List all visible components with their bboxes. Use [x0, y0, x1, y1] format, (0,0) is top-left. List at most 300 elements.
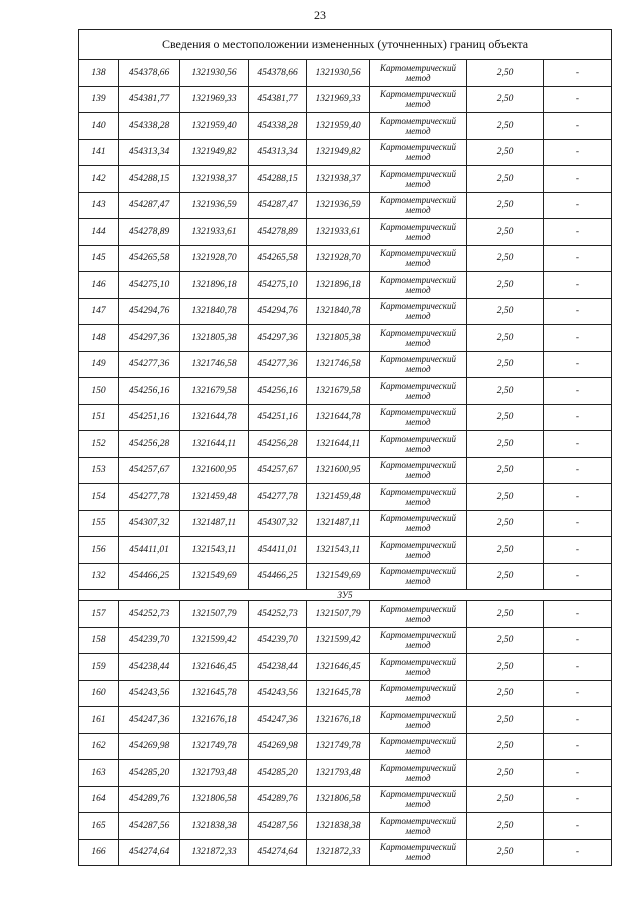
table-row [79, 298, 612, 325]
cell-y2: 1321930,56 [307, 60, 370, 87]
method-line-1: Картометрический [379, 815, 456, 826]
cell-accuracy: 2,50 [467, 733, 544, 760]
cell-x1: 454275,10 [119, 272, 180, 299]
cell-accuracy: 2,50 [467, 431, 544, 458]
cell-note: - [544, 680, 612, 707]
cell-x2: 454411,01 [249, 537, 307, 564]
cell-x1: 454411,01 [119, 537, 180, 564]
cell-y2: 1321806,58 [307, 786, 370, 813]
cell-x2: 454277,78 [249, 484, 307, 511]
cell-point: 156 [79, 537, 119, 564]
cell-method [370, 680, 467, 707]
cell-y1: 1321679,58 [180, 378, 249, 405]
cell-note: - [544, 654, 612, 681]
cell-note: - [544, 839, 612, 866]
cell-x2: 454307,32 [249, 510, 307, 537]
cell-note: - [544, 272, 612, 299]
cell-accuracy: 2,50 [467, 113, 544, 140]
cell-point: 166 [79, 839, 119, 866]
method-line-1: Картометрический [379, 327, 456, 338]
cell-method [370, 457, 467, 484]
cell-note: - [544, 484, 612, 511]
method-line-1: Картометрический [379, 566, 456, 577]
cell-x2: 454239,70 [249, 627, 307, 654]
table-row [79, 139, 612, 166]
cell-x2: 454256,16 [249, 378, 307, 405]
table-row [79, 707, 612, 734]
method-line-1: Картометрический [379, 656, 456, 667]
method-line-2: метод [405, 746, 431, 757]
cell-x1: 454338,28 [119, 113, 180, 140]
method-line-2: метод [405, 178, 431, 189]
method-line-2: метод [405, 496, 431, 507]
table-row [79, 786, 612, 813]
cell-accuracy: 2,50 [467, 139, 544, 166]
method-line-1: Картометрический [379, 513, 456, 524]
cell-y1: 1321644,78 [180, 404, 249, 431]
cell-y1: 1321543,11 [180, 537, 249, 564]
cell-point: 159 [79, 654, 119, 681]
method-line-1: Картометрический [379, 736, 456, 747]
cell-x1: 454247,36 [119, 707, 180, 734]
table-row [79, 627, 612, 654]
cell-y2: 1321549,69 [307, 563, 370, 590]
table-row [79, 601, 612, 628]
cell-method [370, 113, 467, 140]
cell-note: - [544, 378, 612, 405]
method-line-2: метод [405, 417, 431, 428]
method-line-1: Картометрический [379, 301, 456, 312]
cell-accuracy: 2,50 [467, 298, 544, 325]
table-row [79, 272, 612, 299]
cell-method [370, 325, 467, 352]
method-line-1: Картометрический [379, 354, 456, 365]
cell-point: 162 [79, 733, 119, 760]
method-line-2: метод [405, 640, 431, 651]
cell-x1: 454256,28 [119, 431, 180, 458]
cell-y2: 1321676,18 [307, 707, 370, 734]
cell-x1: 454287,47 [119, 192, 180, 219]
cell-x2: 454297,36 [249, 325, 307, 352]
cell-y2: 1321459,48 [307, 484, 370, 511]
cell-y2: 1321936,59 [307, 192, 370, 219]
table-row [79, 457, 612, 484]
cell-y2: 1321599,42 [307, 627, 370, 654]
cell-point: 144 [79, 219, 119, 246]
cell-x1: 454239,70 [119, 627, 180, 654]
cell-point: 140 [79, 113, 119, 140]
method-line-1: Картометрический [379, 380, 456, 391]
cell-y2: 1321896,18 [307, 272, 370, 299]
cell-y1: 1321549,69 [180, 563, 249, 590]
cell-method [370, 563, 467, 590]
cell-accuracy: 2,50 [467, 563, 544, 590]
cell-y1: 1321928,70 [180, 245, 249, 272]
cell-method [370, 192, 467, 219]
table-row [79, 654, 612, 681]
method-line-2: метод [405, 99, 431, 110]
cell-accuracy: 2,50 [467, 760, 544, 787]
method-line-1: Картометрический [379, 221, 456, 232]
method-line-1: Картометрический [379, 248, 456, 259]
cell-method [370, 733, 467, 760]
cell-x2: 454288,15 [249, 166, 307, 193]
method-line-1: Картометрический [379, 142, 456, 153]
cell-y2: 1321644,78 [307, 404, 370, 431]
method-line-2: метод [405, 666, 431, 677]
cell-x2: 454381,77 [249, 86, 307, 113]
cell-note: - [544, 86, 612, 113]
cell-note: - [544, 219, 612, 246]
method-line-1: Картометрический [379, 762, 456, 773]
cell-x2: 454251,16 [249, 404, 307, 431]
table-row [79, 60, 612, 87]
method-line-1: Картометрический [379, 842, 456, 853]
cell-y2: 1321933,61 [307, 219, 370, 246]
cell-method [370, 272, 467, 299]
cell-point: 146 [79, 272, 119, 299]
cell-point: 161 [79, 707, 119, 734]
cell-method [370, 60, 467, 87]
table-row [79, 351, 612, 378]
cell-x1: 454313,34 [119, 139, 180, 166]
cell-x2: 454243,56 [249, 680, 307, 707]
table-row [79, 813, 612, 840]
cell-note: - [544, 139, 612, 166]
method-line-2: метод [405, 311, 431, 322]
method-line-2: метод [405, 470, 431, 481]
cell-x2: 454278,89 [249, 219, 307, 246]
table-row [79, 484, 612, 511]
cell-note: - [544, 733, 612, 760]
method-line-1: Картометрический [379, 89, 456, 100]
cell-method [370, 245, 467, 272]
method-line-1: Картометрический [379, 274, 456, 285]
method-line-1: Картометрический [379, 195, 456, 206]
cell-y2: 1321838,38 [307, 813, 370, 840]
cell-x1: 454287,56 [119, 813, 180, 840]
cell-accuracy: 2,50 [467, 510, 544, 537]
cell-point: 150 [79, 378, 119, 405]
cell-x1: 454277,36 [119, 351, 180, 378]
cell-point: 163 [79, 760, 119, 787]
cell-note: - [544, 563, 612, 590]
cell-y2: 1321645,78 [307, 680, 370, 707]
cell-note: - [544, 601, 612, 628]
cell-y1: 1321933,61 [180, 219, 249, 246]
cell-y2: 1321487,11 [307, 510, 370, 537]
cell-y2: 1321805,38 [307, 325, 370, 352]
cell-point: 152 [79, 431, 119, 458]
cell-accuracy: 2,50 [467, 272, 544, 299]
cell-y1: 1321676,18 [180, 707, 249, 734]
cell-y1: 1321644,11 [180, 431, 249, 458]
cell-method [370, 351, 467, 378]
table-row [79, 431, 612, 458]
cell-y2: 1321928,70 [307, 245, 370, 272]
cell-y2: 1321746,58 [307, 351, 370, 378]
cell-note: - [544, 60, 612, 87]
cell-point: 149 [79, 351, 119, 378]
cell-point: 139 [79, 86, 119, 113]
table-body [79, 30, 612, 866]
cell-y2: 1321600,95 [307, 457, 370, 484]
cell-x1: 454256,16 [119, 378, 180, 405]
cell-method [370, 86, 467, 113]
method-line-2: метод [405, 772, 431, 783]
cell-method [370, 404, 467, 431]
table-row [79, 325, 612, 352]
cell-y1: 1321838,38 [180, 813, 249, 840]
cell-note: - [544, 404, 612, 431]
method-line-1: Картометрический [379, 168, 456, 179]
cell-y2: 1321749,78 [307, 733, 370, 760]
cell-x1: 454274,64 [119, 839, 180, 866]
cell-note: - [544, 298, 612, 325]
cell-x1: 454257,67 [119, 457, 180, 484]
section-label: ЗУ5 [79, 590, 612, 601]
cell-point: 141 [79, 139, 119, 166]
cell-x2: 454275,10 [249, 272, 307, 299]
cell-method [370, 760, 467, 787]
cell-accuracy: 2,50 [467, 351, 544, 378]
cell-x1: 454378,66 [119, 60, 180, 87]
method-line-2: метод [405, 719, 431, 730]
cell-y1: 1321805,38 [180, 325, 249, 352]
cell-method [370, 298, 467, 325]
cell-method [370, 601, 467, 628]
cell-point: 132 [79, 563, 119, 590]
cell-point: 147 [79, 298, 119, 325]
cell-y1: 1321793,48 [180, 760, 249, 787]
cell-x2: 454338,28 [249, 113, 307, 140]
method-line-2: метод [405, 125, 431, 136]
cell-x1: 454297,36 [119, 325, 180, 352]
cell-accuracy: 2,50 [467, 245, 544, 272]
cell-x1: 454278,89 [119, 219, 180, 246]
cell-x1: 454269,98 [119, 733, 180, 760]
cell-point: 142 [79, 166, 119, 193]
cell-y1: 1321459,48 [180, 484, 249, 511]
cell-note: - [544, 813, 612, 840]
cell-accuracy: 2,50 [467, 219, 544, 246]
cell-note: - [544, 537, 612, 564]
table-row [79, 537, 612, 564]
method-line-2: метод [405, 852, 431, 863]
cell-x1: 454238,44 [119, 654, 180, 681]
method-line-2: метод [405, 205, 431, 216]
cell-y2: 1321543,11 [307, 537, 370, 564]
cell-y2: 1321646,45 [307, 654, 370, 681]
cell-method [370, 654, 467, 681]
cell-accuracy: 2,50 [467, 192, 544, 219]
cell-y1: 1321599,42 [180, 627, 249, 654]
table-row [79, 404, 612, 431]
cell-x2: 454285,20 [249, 760, 307, 787]
cell-method [370, 839, 467, 866]
cell-note: - [544, 510, 612, 537]
cell-y1: 1321872,33 [180, 839, 249, 866]
method-line-2: метод [405, 284, 431, 295]
table-row [79, 113, 612, 140]
table-row [79, 563, 612, 590]
cell-y2: 1321938,37 [307, 166, 370, 193]
method-line-1: Картометрический [379, 62, 456, 73]
cell-x2: 454294,76 [249, 298, 307, 325]
cell-point: 153 [79, 457, 119, 484]
cell-x2: 454256,28 [249, 431, 307, 458]
cell-accuracy: 2,50 [467, 404, 544, 431]
cell-accuracy: 2,50 [467, 680, 544, 707]
cell-method [370, 813, 467, 840]
cell-method [370, 627, 467, 654]
cell-y1: 1321896,18 [180, 272, 249, 299]
cell-y2: 1321959,40 [307, 113, 370, 140]
boundary-coordinates-table [78, 29, 612, 866]
cell-point: 157 [79, 601, 119, 628]
cell-x1: 454251,16 [119, 404, 180, 431]
cell-note: - [544, 166, 612, 193]
table-row [79, 219, 612, 246]
method-line-1: Картометрический [379, 407, 456, 418]
method-line-2: метод [405, 825, 431, 836]
section-row [79, 590, 612, 601]
cell-y1: 1321487,11 [180, 510, 249, 537]
cell-y1: 1321749,78 [180, 733, 249, 760]
cell-method [370, 786, 467, 813]
cell-x1: 454307,32 [119, 510, 180, 537]
cell-y1: 1321746,58 [180, 351, 249, 378]
cell-note: - [544, 351, 612, 378]
cell-x1: 454285,20 [119, 760, 180, 787]
cell-accuracy: 2,50 [467, 786, 544, 813]
table-row [79, 680, 612, 707]
method-line-2: метод [405, 364, 431, 375]
cell-note: - [544, 707, 612, 734]
cell-y1: 1321959,40 [180, 113, 249, 140]
method-line-2: метод [405, 390, 431, 401]
cell-y1: 1321949,82 [180, 139, 249, 166]
cell-y2: 1321969,33 [307, 86, 370, 113]
cell-y2: 1321872,33 [307, 839, 370, 866]
cell-point: 154 [79, 484, 119, 511]
table-row [79, 510, 612, 537]
table-row [79, 760, 612, 787]
method-line-2: метод [405, 799, 431, 810]
cell-y2: 1321644,11 [307, 431, 370, 458]
table-row [79, 378, 612, 405]
cell-x2: 454289,76 [249, 786, 307, 813]
cell-point: 164 [79, 786, 119, 813]
method-line-1: Картометрический [379, 539, 456, 550]
method-line-1: Картометрический [379, 115, 456, 126]
method-line-1: Картометрический [379, 709, 456, 720]
cell-point: 145 [79, 245, 119, 272]
cell-accuracy: 2,50 [467, 86, 544, 113]
method-line-2: метод [405, 258, 431, 269]
cell-y1: 1321936,59 [180, 192, 249, 219]
cell-point: 158 [79, 627, 119, 654]
cell-method [370, 707, 467, 734]
method-line-2: метод [405, 337, 431, 348]
method-line-2: метод [405, 613, 431, 624]
cell-note: - [544, 192, 612, 219]
cell-method [370, 378, 467, 405]
cell-accuracy: 2,50 [467, 378, 544, 405]
cell-y1: 1321938,37 [180, 166, 249, 193]
table-header-row [79, 30, 612, 60]
method-line-1: Картометрический [379, 603, 456, 614]
cell-x1: 454265,58 [119, 245, 180, 272]
method-line-2: метод [405, 549, 431, 560]
cell-x2: 454274,64 [249, 839, 307, 866]
cell-y1: 1321600,95 [180, 457, 249, 484]
cell-note: - [544, 245, 612, 272]
cell-x1: 454277,78 [119, 484, 180, 511]
cell-accuracy: 2,50 [467, 325, 544, 352]
cell-accuracy: 2,50 [467, 537, 544, 564]
table-row [79, 839, 612, 866]
method-line-2: метод [405, 72, 431, 83]
cell-y1: 1321645,78 [180, 680, 249, 707]
table-row [79, 192, 612, 219]
cell-method [370, 484, 467, 511]
cell-x2: 454257,67 [249, 457, 307, 484]
cell-y1: 1321969,33 [180, 86, 249, 113]
cell-x1: 454243,56 [119, 680, 180, 707]
table-row [79, 86, 612, 113]
cell-x2: 454378,66 [249, 60, 307, 87]
method-line-2: метод [405, 523, 431, 534]
cell-x1: 454289,76 [119, 786, 180, 813]
cell-note: - [544, 786, 612, 813]
cell-note: - [544, 431, 612, 458]
cell-y1: 1321646,45 [180, 654, 249, 681]
cell-x2: 454287,47 [249, 192, 307, 219]
cell-y1: 1321507,79 [180, 601, 249, 628]
cell-y1: 1321806,58 [180, 786, 249, 813]
method-line-1: Картометрический [379, 683, 456, 694]
cell-x1: 454294,76 [119, 298, 180, 325]
method-line-1: Картометрический [379, 460, 456, 471]
cell-y1: 1321840,78 [180, 298, 249, 325]
cell-point: 160 [79, 680, 119, 707]
method-line-2: метод [405, 693, 431, 704]
table-row [79, 166, 612, 193]
cell-x2: 454287,56 [249, 813, 307, 840]
method-line-1: Картометрический [379, 433, 456, 444]
cell-y2: 1321840,78 [307, 298, 370, 325]
cell-x2: 454247,36 [249, 707, 307, 734]
method-line-1: Картометрический [379, 789, 456, 800]
cell-accuracy: 2,50 [467, 166, 544, 193]
cell-note: - [544, 457, 612, 484]
cell-point: 148 [79, 325, 119, 352]
cell-accuracy: 2,50 [467, 601, 544, 628]
method-line-2: метод [405, 231, 431, 242]
cell-x2: 454269,98 [249, 733, 307, 760]
table-row [79, 245, 612, 272]
cell-point: 165 [79, 813, 119, 840]
method-line-1: Картометрический [379, 630, 456, 641]
cell-y2: 1321679,58 [307, 378, 370, 405]
cell-x2: 454265,58 [249, 245, 307, 272]
cell-method [370, 537, 467, 564]
cell-x2: 454466,25 [249, 563, 307, 590]
cell-y1: 1321930,56 [180, 60, 249, 87]
cell-accuracy: 2,50 [467, 813, 544, 840]
cell-point: 151 [79, 404, 119, 431]
